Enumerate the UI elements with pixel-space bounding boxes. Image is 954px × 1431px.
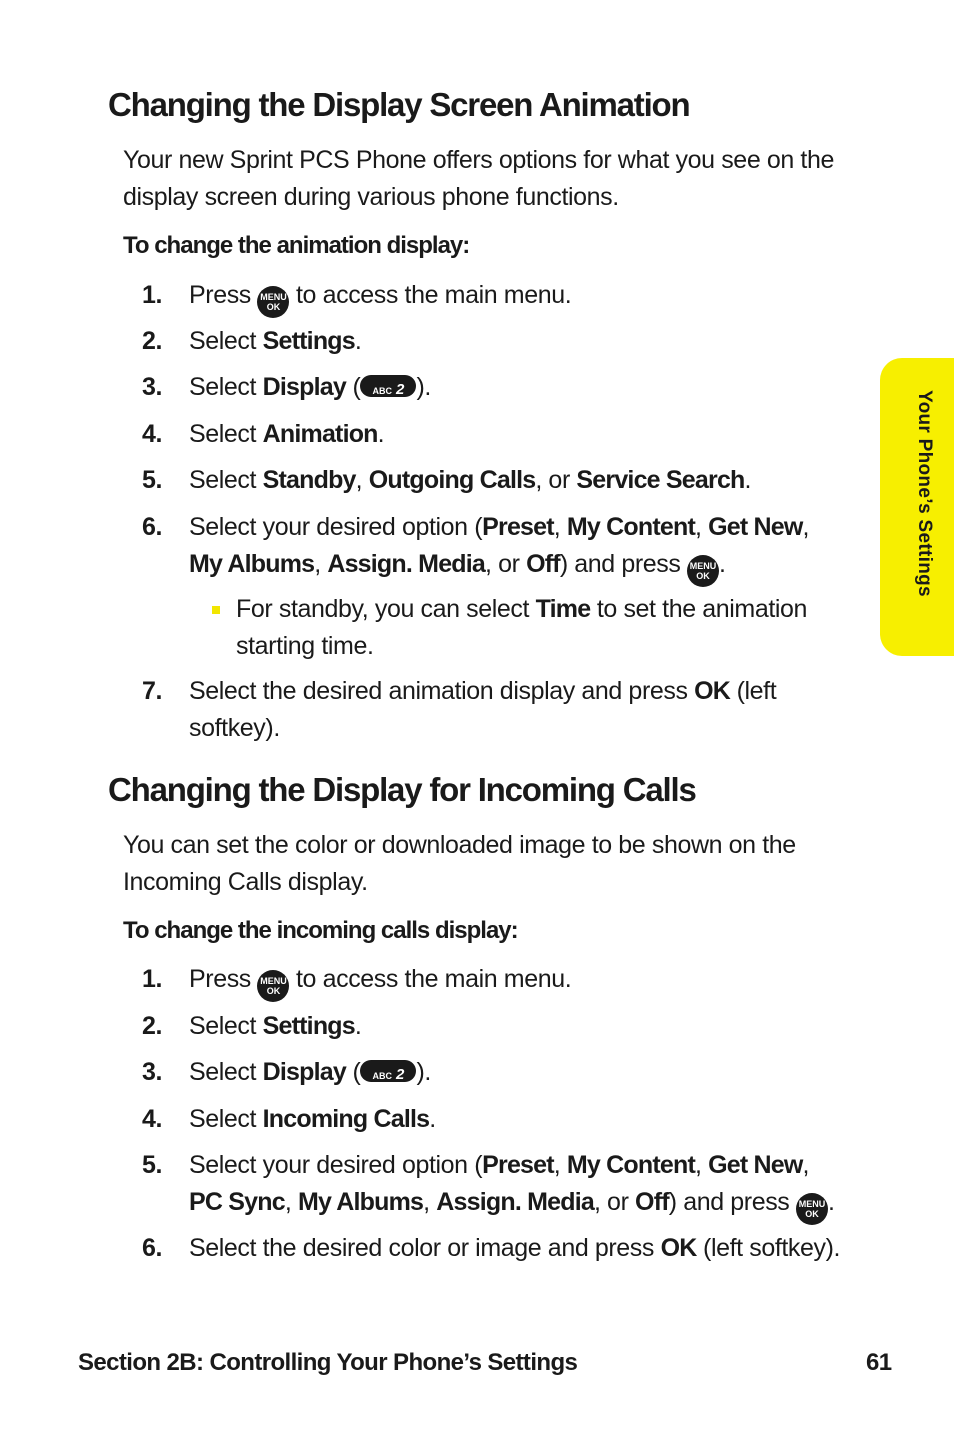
menu-ok-key-icon: MENU OK bbox=[796, 1193, 828, 1225]
menu-ok-key-icon: MENU OK bbox=[257, 286, 289, 318]
abc-2-key-icon: ABC 2 bbox=[360, 1060, 416, 1082]
step-7: 7. Select the desired animation display and press OK (left softkey). bbox=[142, 677, 777, 742]
subheading-animation: To change the animation display: bbox=[123, 232, 470, 259]
subheading-incoming-calls: To change the incoming calls display: bbox=[123, 917, 518, 944]
step-5: 5. Select your desired option (Preset, My Content, Get New, PC Sync, My Albums, Assign. Media, or Off) and press MENU OK . bbox=[142, 1147, 872, 1225]
step-1: 1. Press MENU OK to access the main menu. bbox=[142, 961, 872, 1002]
section-title-animation: Changing the Display Screen Animation bbox=[108, 86, 690, 123]
menu-ok-key-icon: MENU OK bbox=[687, 555, 719, 587]
step-4: 4. Select Animation. bbox=[142, 420, 385, 448]
step-6: 6. Select your desired option (Preset, My Content, Get New, My Albums, Assign. Media, or Off) and press MENU OK . bbox=[142, 509, 872, 587]
section-title-incoming-calls: Changing the Display for Incoming Calls bbox=[108, 771, 696, 808]
step-1: 1. Press MENU OK to access the main menu. bbox=[142, 277, 872, 318]
intro-incoming-calls: You can set the color or downloaded image to be shown on the Incoming Calls display. bbox=[123, 831, 796, 896]
footer-section: Section 2B: Controlling Your Phone’s Settings bbox=[78, 1349, 578, 1376]
intro-animation: Your new Sprint PCS Phone offers options for what you see on the display screen during various phone functions. bbox=[123, 146, 834, 211]
abc-2-key-icon: ABC 2 bbox=[360, 375, 416, 397]
bullet-square-icon bbox=[212, 606, 220, 614]
step-3: 3. Select Display ( ABC 2 ). bbox=[142, 1058, 431, 1086]
standby-note: For standby, you can select Time to set the animation starting time. bbox=[212, 591, 872, 665]
step-6: 6. Select the desired color or image and press OK (left softkey). bbox=[142, 1234, 841, 1262]
step-4: 4. Select Incoming Calls. bbox=[142, 1105, 436, 1133]
step-2: 2. Select Settings. bbox=[142, 1012, 362, 1040]
step-2: 2. Select Settings. bbox=[142, 327, 362, 355]
step-3: 3. Select Display ( ABC 2 ). bbox=[142, 373, 431, 401]
page-number: 61 bbox=[866, 1349, 892, 1376]
side-tab-label: Your Phone’s Settings bbox=[914, 390, 935, 597]
menu-ok-key-icon: MENU OK bbox=[257, 970, 289, 1002]
step-5: 5. Select Standby, Outgoing Calls, or Service Search. bbox=[142, 466, 752, 494]
